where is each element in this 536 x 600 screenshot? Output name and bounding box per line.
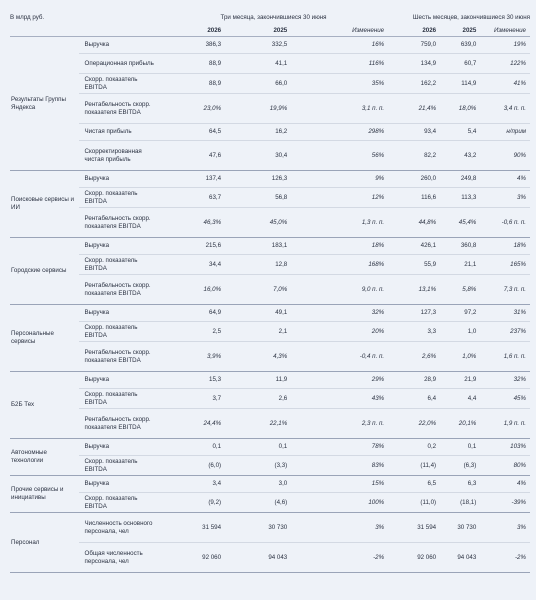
- value-h-change: 80%: [480, 456, 530, 476]
- table-row: [10, 141, 530, 171]
- value-h-2025: 20,1%: [440, 409, 480, 439]
- value-h-2026: 21,4%: [388, 94, 440, 124]
- value-q-2025: 94 043: [225, 543, 291, 573]
- value-q-2025: 19,9%: [225, 94, 291, 124]
- metric-label: Операционная прибыль: [79, 54, 159, 74]
- col-q-change: Изменение: [291, 25, 388, 37]
- value-h-change: 1,9 п. п.: [480, 409, 530, 439]
- value-h-2026: (11,4): [388, 456, 440, 476]
- value-q-2025: 30,4: [225, 141, 291, 171]
- metric-label: Численность основного персонала, чел: [79, 513, 159, 543]
- value-h-2025: 97,2: [440, 305, 480, 322]
- value-q-change: 3,1 п. п.: [291, 94, 388, 124]
- value-q-change: 35%: [291, 74, 388, 94]
- value-q-2026: 386,3: [159, 37, 225, 54]
- metric-label: Выручка: [79, 305, 159, 322]
- metric-label: Рентабельность скорр. показателя EBITDA: [79, 342, 159, 372]
- value-h-2025: 6,3: [440, 476, 480, 493]
- table-row: [10, 322, 530, 342]
- table-row: [10, 342, 530, 372]
- value-q-2026: 34,4: [159, 255, 225, 275]
- value-q-2025: 41,1: [225, 54, 291, 74]
- value-h-change: 41%: [480, 74, 530, 94]
- value-h-2025: 114,9: [440, 74, 480, 94]
- metric-label: Скорр. показатель EBITDA: [79, 255, 159, 275]
- value-q-2026: 92 060: [159, 543, 225, 573]
- metric-label: Рентабельность скорр. показателя EBITDA: [79, 208, 159, 238]
- col-h-2025: 2025: [440, 25, 480, 37]
- value-q-change: 2,3 п. п.: [291, 409, 388, 439]
- value-h-2025: 0,1: [440, 439, 480, 456]
- value-h-2025: 21,1: [440, 255, 480, 275]
- table-body: [10, 37, 530, 573]
- value-h-2025: 639,0: [440, 37, 480, 54]
- value-h-change: 3,4 п. п.: [480, 94, 530, 124]
- value-q-2025: 4,3%: [225, 342, 291, 372]
- value-h-2026: 22,0%: [388, 409, 440, 439]
- value-h-2025: 249,8: [440, 171, 480, 188]
- value-q-2025: 126,3: [225, 171, 291, 188]
- value-q-change: 56%: [291, 141, 388, 171]
- value-q-2025: 11,9: [225, 372, 291, 389]
- value-q-change: 116%: [291, 54, 388, 74]
- value-h-2025: 113,3: [440, 188, 480, 208]
- value-h-2025: 60,7: [440, 54, 480, 74]
- metric-label: Скорр. показатель EBITDA: [79, 389, 159, 409]
- metric-label: Чистая прибыль: [79, 124, 159, 141]
- value-h-change: 19%: [480, 37, 530, 54]
- value-q-2026: 137,4: [159, 171, 225, 188]
- value-q-2026: 63,7: [159, 188, 225, 208]
- table-row: [10, 54, 530, 74]
- value-h-2026: 55,9: [388, 255, 440, 275]
- metric-label: Выручка: [79, 476, 159, 493]
- value-q-2026: 47,6: [159, 141, 225, 171]
- value-q-2026: 31 594: [159, 513, 225, 543]
- value-h-2025: (6,3): [440, 456, 480, 476]
- metric-label: Выручка: [79, 238, 159, 255]
- value-h-2025: 45,4%: [440, 208, 480, 238]
- value-q-2026: (6,0): [159, 456, 225, 476]
- value-q-change: 18%: [291, 238, 388, 255]
- value-q-change: -0,4 п. п.: [291, 342, 388, 372]
- value-q-change: 12%: [291, 188, 388, 208]
- table-row: [10, 171, 530, 188]
- value-h-2025: 360,8: [440, 238, 480, 255]
- segment-name: Б2Б Тех: [10, 372, 79, 439]
- value-q-change: 3%: [291, 513, 388, 543]
- value-q-2025: 45,0%: [225, 208, 291, 238]
- table-row: [10, 124, 530, 141]
- col-q-2025: 2025: [225, 25, 291, 37]
- value-q-2026: 3,4: [159, 476, 225, 493]
- value-h-2026: 127,3: [388, 305, 440, 322]
- metric-label: Скорр. показатель EBITDA: [79, 456, 159, 476]
- value-h-2026: 92 060: [388, 543, 440, 573]
- segment-name: Городские сервисы: [10, 238, 79, 305]
- table-row: [10, 543, 530, 573]
- value-h-2026: 162,2: [388, 74, 440, 94]
- value-q-2026: 0,1: [159, 439, 225, 456]
- value-h-change: н/прим: [480, 124, 530, 141]
- value-q-change: 9%: [291, 171, 388, 188]
- value-q-change: 32%: [291, 305, 388, 322]
- value-h-change: 4%: [480, 476, 530, 493]
- value-q-change: 298%: [291, 124, 388, 141]
- value-h-2026: 3,3: [388, 322, 440, 342]
- value-q-2025: 332,5: [225, 37, 291, 54]
- value-q-change: 78%: [291, 439, 388, 456]
- value-q-2025: 49,1: [225, 305, 291, 322]
- value-h-change: 4%: [480, 171, 530, 188]
- table-row: [10, 188, 530, 208]
- table-row: [10, 456, 530, 476]
- table-row: [10, 275, 530, 305]
- metric-label: Выручка: [79, 37, 159, 54]
- table-row: [10, 94, 530, 124]
- metric-label: Рентабельность скорр. показателя EBITDA: [79, 94, 159, 124]
- value-q-2026: 64,5: [159, 124, 225, 141]
- value-h-change: 237%: [480, 322, 530, 342]
- value-q-2026: 15,3: [159, 372, 225, 389]
- value-h-change: 3%: [480, 188, 530, 208]
- metric-label: Выручка: [79, 439, 159, 456]
- value-q-2026: (9,2): [159, 493, 225, 513]
- table-row: [10, 238, 530, 255]
- value-h-2026: 134,9: [388, 54, 440, 74]
- financial-results-table: [10, 14, 530, 573]
- metric-label: Рентабельность скорр. показателя EBITDA: [79, 409, 159, 439]
- segment-name: Прочие сервисы и инициативы: [10, 476, 79, 513]
- value-h-2026: (11,0): [388, 493, 440, 513]
- value-h-2025: 21,9: [440, 372, 480, 389]
- value-h-2026: 426,1: [388, 238, 440, 255]
- value-h-2026: 13,1%: [388, 275, 440, 305]
- value-h-change: 45%: [480, 389, 530, 409]
- metric-label: Рентабельность скорр. показателя EBITDA: [79, 275, 159, 305]
- value-q-2025: 183,1: [225, 238, 291, 255]
- value-h-change: -2%: [480, 543, 530, 573]
- table-row: [10, 37, 530, 54]
- value-q-2025: (3,3): [225, 456, 291, 476]
- value-q-2025: 7,0%: [225, 275, 291, 305]
- value-h-2026: 93,4: [388, 124, 440, 141]
- value-q-2025: 12,8: [225, 255, 291, 275]
- value-q-2026: 3,9%: [159, 342, 225, 372]
- col-q-2026: 2026: [159, 25, 225, 37]
- metric-label: Выручка: [79, 372, 159, 389]
- value-q-2025: 66,0: [225, 74, 291, 94]
- value-q-2026: 23,0%: [159, 94, 225, 124]
- value-q-change: 29%: [291, 372, 388, 389]
- value-h-2025: 5,8%: [440, 275, 480, 305]
- value-q-2025: 3,0: [225, 476, 291, 493]
- value-q-2025: 30 730: [225, 513, 291, 543]
- value-q-2026: 88,9: [159, 74, 225, 94]
- value-q-change: 9,0 п. п.: [291, 275, 388, 305]
- value-q-change: 20%: [291, 322, 388, 342]
- value-h-change: 32%: [480, 372, 530, 389]
- three-months-header: Три месяца, закончившиеся 30 июня: [220, 14, 327, 21]
- value-h-change: 103%: [480, 439, 530, 456]
- metric-label: Общая численность персонала, чел: [79, 543, 159, 573]
- value-h-2026: 0,2: [388, 439, 440, 456]
- table-row: [10, 372, 530, 389]
- value-q-2026: 88,9: [159, 54, 225, 74]
- value-q-2025: 16,2: [225, 124, 291, 141]
- value-q-2025: 22,1%: [225, 409, 291, 439]
- segment-name: Результаты Группы Яндекса: [10, 37, 79, 171]
- segment-name: Поисковые сервисы и ИИ: [10, 171, 79, 238]
- metric-label: Скорр. показатель EBITDA: [79, 74, 159, 94]
- value-h-2026: 116,6: [388, 188, 440, 208]
- value-h-2025: 4,4: [440, 389, 480, 409]
- value-q-2025: 0,1: [225, 439, 291, 456]
- value-q-change: 1,3 п. п.: [291, 208, 388, 238]
- table-row: [10, 389, 530, 409]
- table-row: [10, 476, 530, 493]
- six-months-header: Шесть месяцев, закончившиеся 30 июня: [412, 14, 530, 21]
- value-q-change: 15%: [291, 476, 388, 493]
- value-q-2026: 64,9: [159, 305, 225, 322]
- table-row: [10, 439, 530, 456]
- value-h-change: 18%: [480, 238, 530, 255]
- table-row: [10, 255, 530, 275]
- value-h-change: 1,6 п. п.: [480, 342, 530, 372]
- metric-label: Выручка: [79, 171, 159, 188]
- value-h-2026: 759,0: [388, 37, 440, 54]
- value-h-2025: 94 043: [440, 543, 480, 573]
- value-h-change: -0,6 п. п.: [480, 208, 530, 238]
- value-h-2026: 260,0: [388, 171, 440, 188]
- value-q-2025: 2,6: [225, 389, 291, 409]
- value-h-change: 31%: [480, 305, 530, 322]
- value-h-2026: 6,4: [388, 389, 440, 409]
- segment-name: Персональные сервисы: [10, 305, 79, 372]
- value-q-2026: 16,0%: [159, 275, 225, 305]
- value-q-2026: 24,4%: [159, 409, 225, 439]
- value-q-2025: (4,6): [225, 493, 291, 513]
- value-q-change: 83%: [291, 456, 388, 476]
- value-h-change: 122%: [480, 54, 530, 74]
- table-row: [10, 409, 530, 439]
- value-q-change: 100%: [291, 493, 388, 513]
- value-h-2026: 28,9: [388, 372, 440, 389]
- value-q-change: 16%: [291, 37, 388, 54]
- metric-label: Скорректированная чистая прибыль: [79, 141, 159, 171]
- metric-label: Скорр. показатель EBITDA: [79, 188, 159, 208]
- value-h-2025: 18,0%: [440, 94, 480, 124]
- value-q-2026: 215,6: [159, 238, 225, 255]
- value-q-2025: 2,1: [225, 322, 291, 342]
- value-h-change: 90%: [480, 141, 530, 171]
- value-h-2025: 5,4: [440, 124, 480, 141]
- value-h-2026: 31 594: [388, 513, 440, 543]
- table-row: [10, 305, 530, 322]
- value-q-2025: 56,8: [225, 188, 291, 208]
- value-h-2025: 1,0: [440, 322, 480, 342]
- table-row: [10, 208, 530, 238]
- value-h-2025: 1,0%: [440, 342, 480, 372]
- table-row: [10, 74, 530, 94]
- value-h-2026: 6,5: [388, 476, 440, 493]
- value-q-2026: 2,5: [159, 322, 225, 342]
- metric-label: Скорр. показатель EBITDA: [79, 493, 159, 513]
- value-h-2026: 44,8%: [388, 208, 440, 238]
- table-row: [10, 493, 530, 513]
- metric-label: Скорр. показатель EBITDA: [79, 322, 159, 342]
- segment-name: Персонал: [10, 513, 79, 573]
- value-h-change: 3%: [480, 513, 530, 543]
- value-h-change: -39%: [480, 493, 530, 513]
- value-h-2026: 2,6%: [388, 342, 440, 372]
- value-q-change: 43%: [291, 389, 388, 409]
- col-h-2026: 2026: [388, 25, 440, 37]
- value-h-change: 165%: [480, 255, 530, 275]
- value-h-2025: 30 730: [440, 513, 480, 543]
- value-h-2025: (18,1): [440, 493, 480, 513]
- value-q-change: -2%: [291, 543, 388, 573]
- value-h-2026: 82,2: [388, 141, 440, 171]
- value-h-change: 7,3 п. п.: [480, 275, 530, 305]
- col-h-change: Изменение: [480, 25, 530, 37]
- value-q-2026: 3,7: [159, 389, 225, 409]
- value-h-2025: 43,2: [440, 141, 480, 171]
- value-q-2026: 46,3%: [159, 208, 225, 238]
- segment-name: Автономные технологии: [10, 439, 79, 476]
- unit-label: В млрд руб.: [10, 14, 45, 21]
- value-q-change: 168%: [291, 255, 388, 275]
- table-row: [10, 513, 530, 543]
